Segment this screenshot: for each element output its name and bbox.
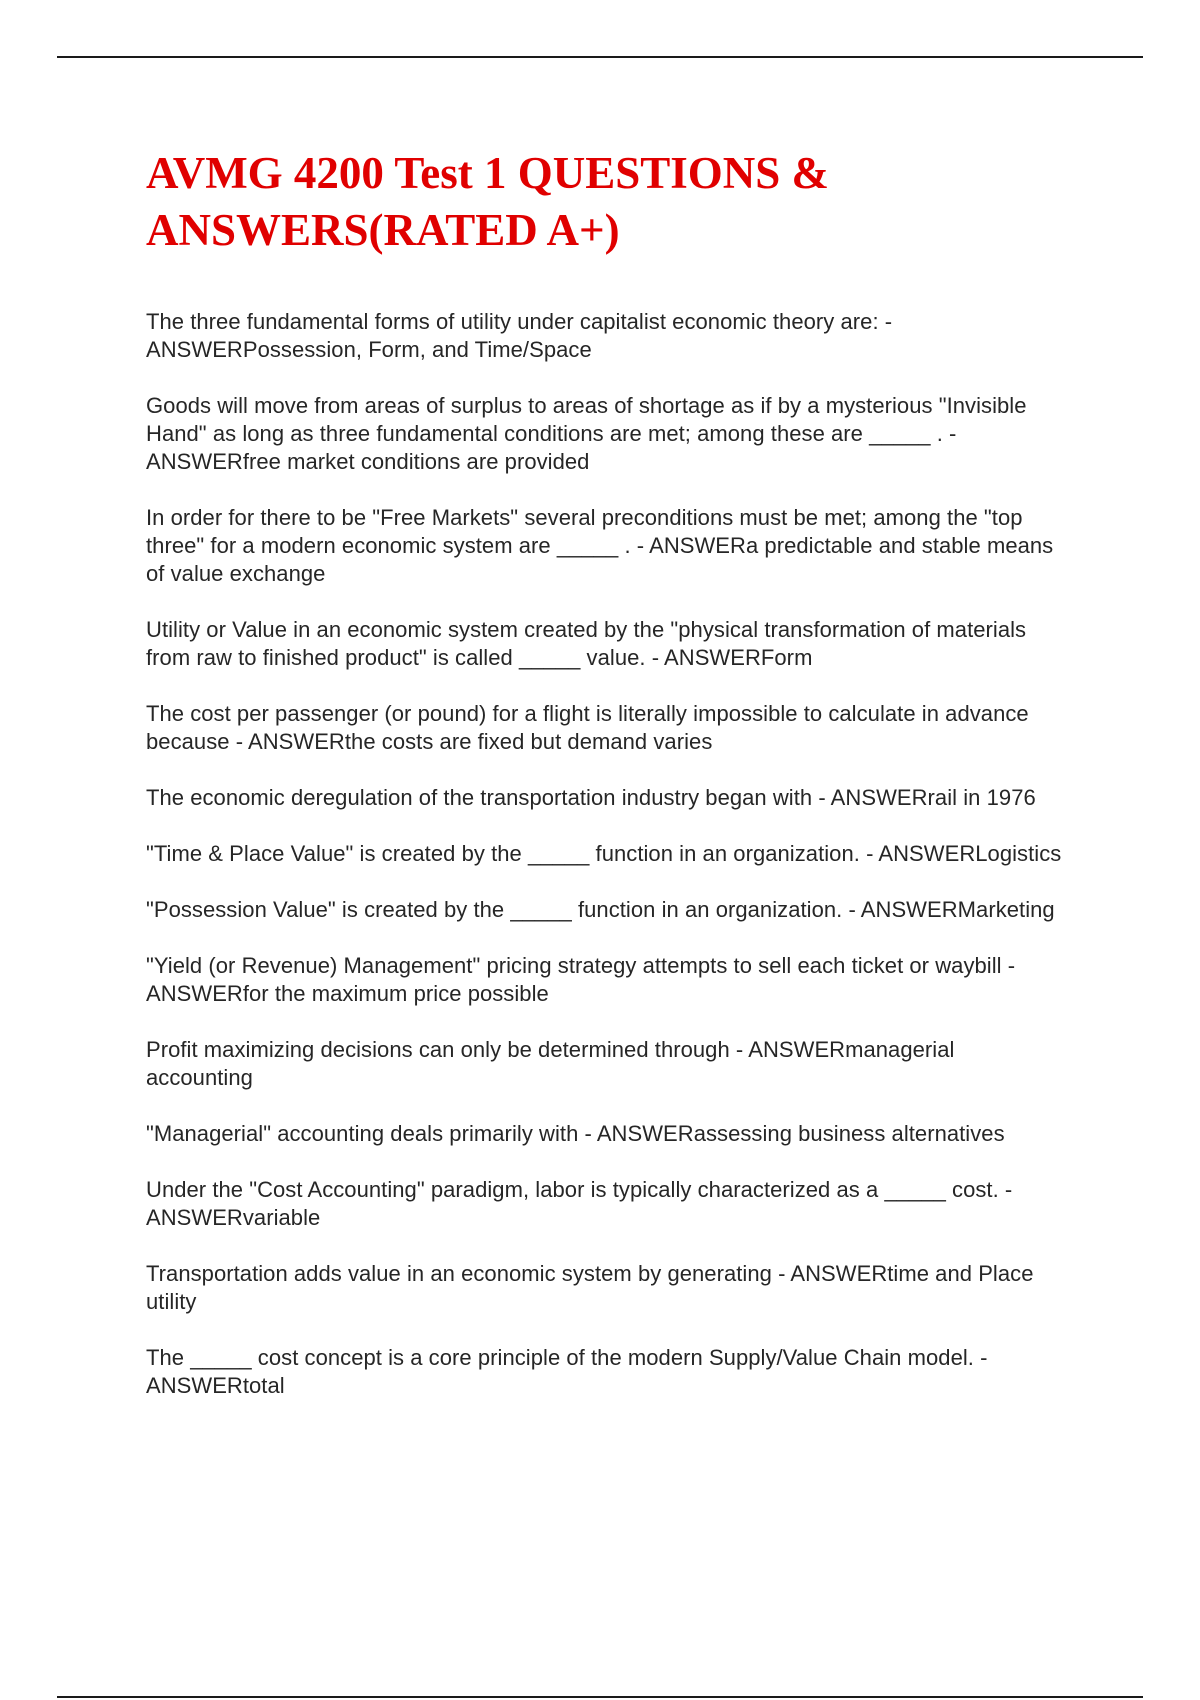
qa-item: Under the "Cost Accounting" paradigm, labor is typically characterized as a _____ cost. - ANSWERvariable	[146, 1177, 1013, 1230]
document-title: AVMG 4200 Test 1 QUESTIONS & ANSWERS(RATED A+)	[146, 148, 830, 255]
document-body	[146, 145, 1066, 1428]
qa-item: Profit maximizing decisions can only be determined through - ANSWERmanagerial accounting	[146, 1037, 955, 1090]
qa-list	[146, 308, 1066, 1400]
header-rule	[57, 56, 1143, 58]
qa-item: Transportation adds value in an economic system by generating - ANSWERtime and Place utility	[146, 1261, 1034, 1314]
qa-item: "Managerial" accounting deals primarily with - ANSWERassessing business alternatives	[146, 1121, 1005, 1146]
qa-item: "Possession Value" is created by the _____ function in an organization. - ANSWERMarketing	[146, 897, 1055, 922]
qa-item: The _____ cost concept is a core principle of the modern Supply/Value Chain model. - ANSWERtotal	[146, 1345, 988, 1398]
qa-item: Utility or Value in an economic system created by the "physical transformation of materials from raw to finished product" is called _____ value. - ANSWERForm	[146, 617, 1027, 670]
qa-item: In order for there to be "Free Markets" several preconditions must be met; among the "top three" for a modern economic system are _____ . - ANSWERa predictable and stable means of value exchange	[146, 505, 1054, 586]
qa-item: The cost per passenger (or pound) for a flight is literally impossible to calculate in advance because - ANSWERthe costs are fixed but demand varies	[146, 701, 1029, 754]
footer-rule	[57, 1696, 1143, 1698]
qa-item: The three fundamental forms of utility under capitalist economic theory are: - ANSWERPossession, Form, and Time/Space	[146, 309, 893, 362]
qa-item: The economic deregulation of the transportation industry began with - ANSWERrail in 1976	[146, 785, 1036, 810]
qa-item: "Yield (or Revenue) Management" pricing strategy attempts to sell each ticket or waybill - ANSWERfor the maximum price possible	[146, 953, 1016, 1006]
qa-item: "Time & Place Value" is created by the _____ function in an organization. - ANSWERLogistics	[146, 841, 1062, 866]
qa-item: Goods will move from areas of surplus to areas of shortage as if by a mysterious "Invisible Hand" as long as three fundamental conditions are met; among these are _____ . - ANSWERfree market conditions are provided	[146, 393, 1027, 474]
